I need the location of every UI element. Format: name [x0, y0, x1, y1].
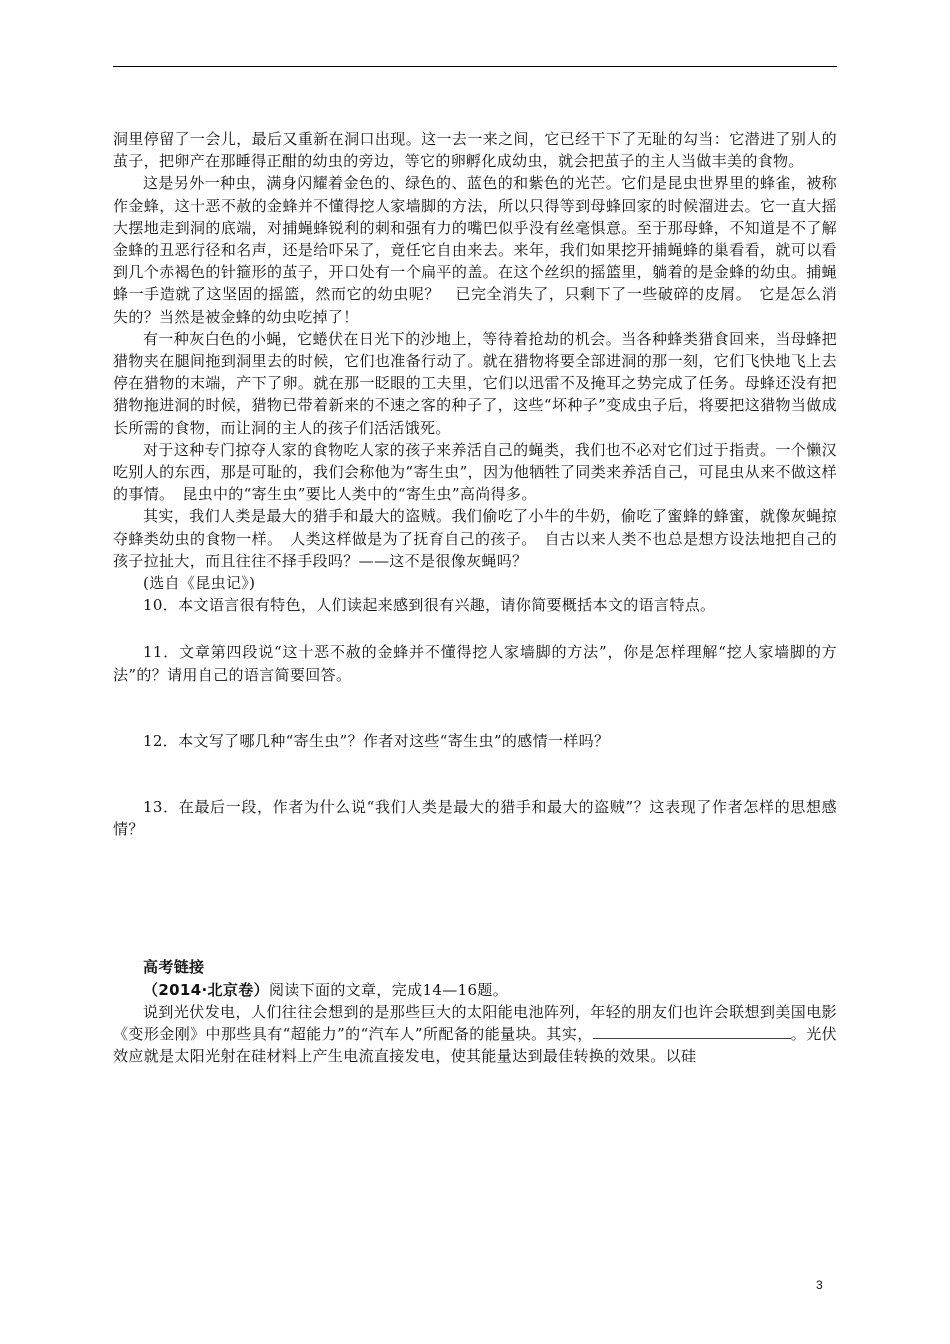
passage-paragraph-5: 其实，我们人类是最大的猎手和最大的盗贼。我们偷吃了小牛的牛奶，偷吃了蜜蜂的蜂蜜，就像灰蝇掠夺蜂类幼虫的食物一样。 人类这样做是为了抚育自己的孩子。 自古以来人类不也总是想方设法地把自己的孩子拉扯大，而且往往不择手段吗？——这不是很像灰蝇吗？ [113, 507, 837, 570]
passage-paragraph-2: 这是另外一种虫，满身闪耀着金色的、绿色的、蓝色的和紫色的光芒。它们是昆虫世界里的蜂雀，被称作金蜂，这十恶不赦的金蜂并不懂得挖人家墙脚的方法，所以只得等到母蜂回家的时候溜进去。它一直大摇大摆地走到洞的底端，对捕蝇蜂锐利的刺和强有力的嘴巴似乎没有丝毫惧意。至于那母蜂，不知道是不了解金蜂的丑恶行径和名声，还是给吓呆了，竟任它自由来去。来年，我们如果挖开捕蝇蜂的巢看看，就可以看到几个赤褐色的针箍形的茧子，开口处有一个扁平的盖。在这个丝织的摇篮里，躺着的是金蜂的幼虫。捕蝇蜂一手造就了这坚固的摇篮，然而它的幼虫呢？ 已完全消失了，只剩下了一些破碎的皮屑。 它是怎么消失的？当然是被金蜂的幼虫吃掉了！ [113, 174, 837, 326]
question-10: 10．本文语言很有特色，人们读起来感到很有兴趣，请你简要概括本文的语言特点。 [143, 596, 716, 615]
passage-paragraph-3: 有一种灰白色的小蝇，它蜷伏在日光下的沙地上，等待着抢劫的机会。当各种蜂类猎食回来，当母蜂把猎物夹在腿间拖到洞里去的时候，它们也准备行动了。就在猎物将要全部进洞的那一刻，它们飞快地飞上去停在猎物的末端，产下了卵。就在那一眨眼的工夫里，它们以迅雷不及掩耳之势完成了任务。母蜂还没有把猎物拖进洞的时候，猎物已带着新来的不速之客的种子了，这些“坏种子”变成虫子后，将要把这猎物当做成长所需的食物，而让洞的主人的孩子们活活饿死。 [113, 329, 837, 437]
gaokao-section-title: 高考链接 [143, 958, 205, 977]
gaokao-paragraph-1 [113, 1001, 837, 1068]
page-content [113, 128, 837, 1068]
question-11: 11．文章第四段说“这十恶不赦的金蜂并不懂得挖人家墙脚的方法”，你是怎样理解“挖人家墙脚的方法”的？请用自己的语言简要回答。 [113, 643, 837, 684]
passage-paragraph-4: 对于这种专门掠夺人家的食物吃人家的孩子来养活自己的蝇类，我们也不必对它们过于指责。一个懒汉吃别人的东西，那是可耻的，我们会称他为“寄生虫”，因为他牺牲了同类来养活自己，可昆虫从来不做这样的事情。 昆虫中的“寄生虫”要比人类中的“寄生虫”高尚得多。 [113, 440, 837, 504]
header-rule [113, 66, 837, 67]
page-number: 3 [816, 1278, 823, 1292]
question-12: 12．本文写了哪几种“寄生虫”？作者对这些“寄生虫”的感情一样吗？ [143, 731, 610, 750]
answer-blank[interactable] [593, 1024, 751, 1039]
gaokao-instruction-line [113, 979, 837, 1001]
gaokao-paragraph-1-part2: 。光伏效应就是太阳光射在硅材料上产生电流直接发电，使其能量达到最佳转换的效果。以硅 [113, 1025, 837, 1066]
question-13: 13．在最后一段，作者为什么说“我们人类是最大的猎手和最大的盗贼”？这表现了作者怎样的思想感情？ [113, 798, 837, 839]
answer-blank-continued[interactable] [751, 1024, 791, 1039]
gaokao-paragraph-1-part1: 说到光伏发电，人们往往会想到的是那些巨大的太阳能电池阵列，年轻的朋友们也许会联想到美国电影《变形金刚》中那些具有“超能力”的“汽车人”所配备的能量块。其实， [113, 1002, 837, 1044]
passage-source: (选自《昆虫记》) [143, 574, 256, 593]
gaokao-source-label: （2014·北京卷） [143, 980, 269, 999]
gaokao-instruction: 阅读下面的文章，完成14—16题。 [268, 980, 509, 999]
passage-paragraph-1: 洞里停留了一会儿，最后又重新在洞口出现。这一去一来之间，它已经干下了无耻的勾当：它潜进了别人的茧子，把卵产在那睡得正酣的幼虫的旁边，等它的卵孵化成幼虫，就会把茧子的主人当做丰美的食物。 [113, 130, 837, 171]
